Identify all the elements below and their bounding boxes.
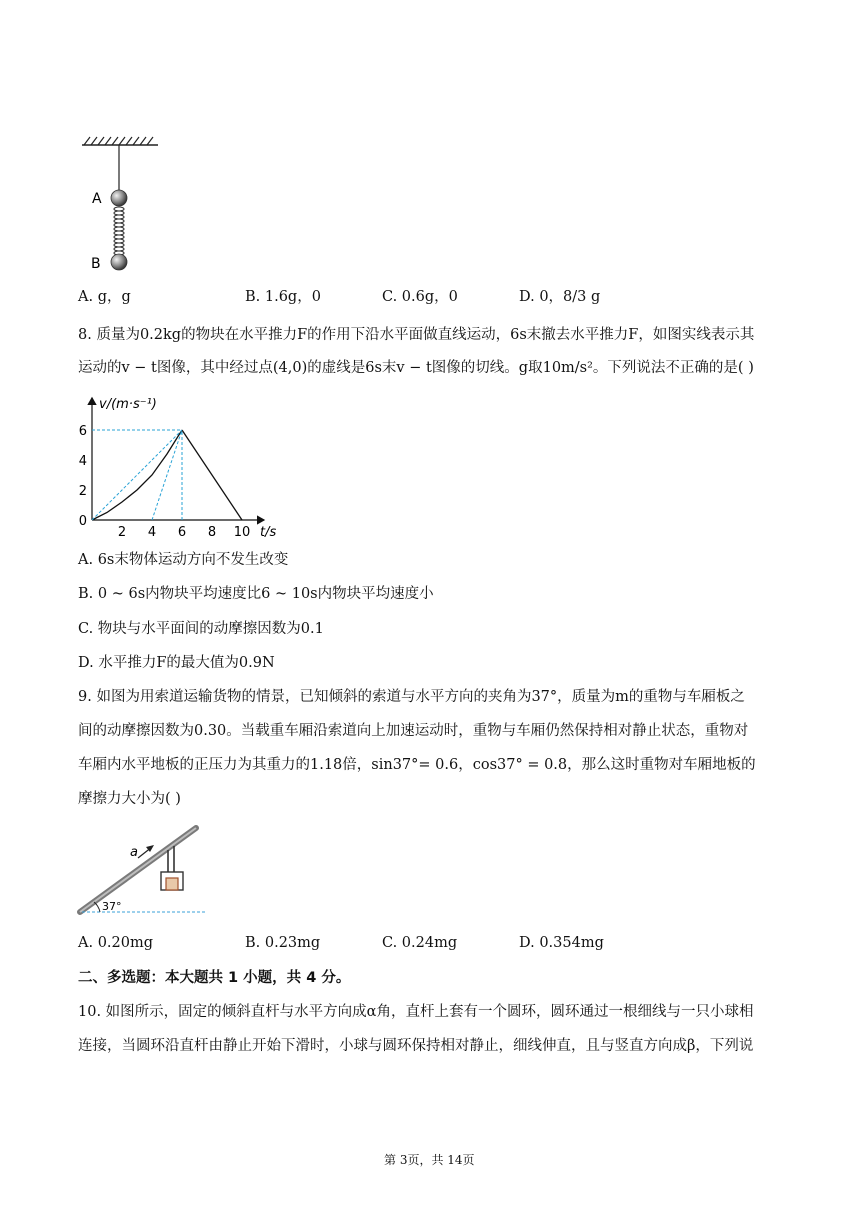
q8-stem-line-2: 运动的v − t图像，其中经过点(4,0)的虚线是6s末v − t图像的切线。g取10m/s²。下列说法不正确的是( ) xyxy=(78,360,754,376)
q8-option-c: C. 物块与水平面间的动摩擦因数为0.1 xyxy=(78,621,324,637)
ball-a xyxy=(111,190,127,206)
x-tick-label: 2 xyxy=(117,525,127,540)
angle-label: 37° xyxy=(102,900,122,913)
page-footer: 第 3页，共 14页 xyxy=(384,1153,475,1167)
q7-option-a: A. g，g xyxy=(78,289,131,305)
q9-figure xyxy=(74,818,214,918)
label-a: A xyxy=(92,191,102,207)
label-b: B xyxy=(91,256,101,272)
q7-option-c: C. 0.6g，0 xyxy=(382,289,458,305)
q7-option-d: D. 0，8/3 g xyxy=(519,289,601,305)
q8-option-b: B. 0 ~ 6s内物块平均速度比6 ~ 10s内物块平均速度小 xyxy=(78,586,434,602)
q8-option-d: D. 水平推力F的最大值为0.9N xyxy=(78,655,275,671)
ball-b xyxy=(111,254,127,270)
q9-option-c: C. 0.24mg xyxy=(382,935,458,951)
q10-stem-line-2: 连接，当圆环沿直杆由静止开始下滑时，小球与圆环保持相对静止，细线伸直，且与竖直方向成β，下列说 xyxy=(78,1038,754,1054)
q9-option-d: D. 0.354mg xyxy=(519,935,604,951)
y-tick-label: 0 xyxy=(78,514,87,529)
q9-option-a: A. 0.20mg xyxy=(78,935,154,951)
q8-stem-line-1: 8. 质量为0.2kg的物块在水平推力F的作用下沿水平面做直线运动，6s末撤去水平推力F，如图实线表示其 xyxy=(78,327,755,343)
accel-label: a xyxy=(130,845,138,860)
q7-figure xyxy=(78,132,168,277)
y-axis-label: v/(m·s⁻¹) xyxy=(99,397,157,412)
x-tick-label: 10 xyxy=(233,525,251,540)
q7-option-b: B. 1.6g，0 xyxy=(245,289,321,305)
x-tick-label: 6 xyxy=(177,525,187,540)
q8-option-a: A. 6s末物体运动方向不发生改变 xyxy=(78,552,289,568)
q9-stem-line-2: 间的动摩擦因数为0.30。当载重车厢沿索道向上加速运动时，重物与车厢仍然保持相对静止状态，重物对 xyxy=(78,723,749,739)
q9-stem-line-1: 9. 如图为用索道运输货物的情景，已知倾斜的索道与水平方向的夹角为37°，质量为m的重物与车厢板之 xyxy=(78,689,745,705)
q9-stem-line-3: 车厢内水平地板的正压力为其重力的1.18倍，sin37°= 0.6，cos37° = 0.8，那么这时重物对车厢地板的 xyxy=(78,757,756,773)
y-tick-label: 6 xyxy=(78,424,87,439)
y-tick-label: 4 xyxy=(78,454,87,469)
y-tick-label: 2 xyxy=(78,484,87,499)
series-2 xyxy=(92,430,182,520)
series-0 xyxy=(92,430,182,520)
x-tick-label: 8 xyxy=(207,525,217,540)
vt-chart xyxy=(72,390,287,540)
section-2-title: 二、多选题：本大题共 1 小题，共 4 分。 xyxy=(78,970,351,986)
x-tick-label: 4 xyxy=(147,525,157,540)
series-1 xyxy=(182,430,242,520)
q10-stem-line-1: 10. 如图所示，固定的倾斜直杆与水平方向成α角，直杆上套有一个圆环，圆环通过一根细线与一只小球相 xyxy=(78,1004,754,1020)
x-axis-label: t/s xyxy=(260,525,277,540)
q9-option-b: B. 0.23mg xyxy=(245,935,321,951)
q9-stem-line-4: 摩擦力大小为( ) xyxy=(78,791,181,807)
series-3 xyxy=(152,430,182,520)
